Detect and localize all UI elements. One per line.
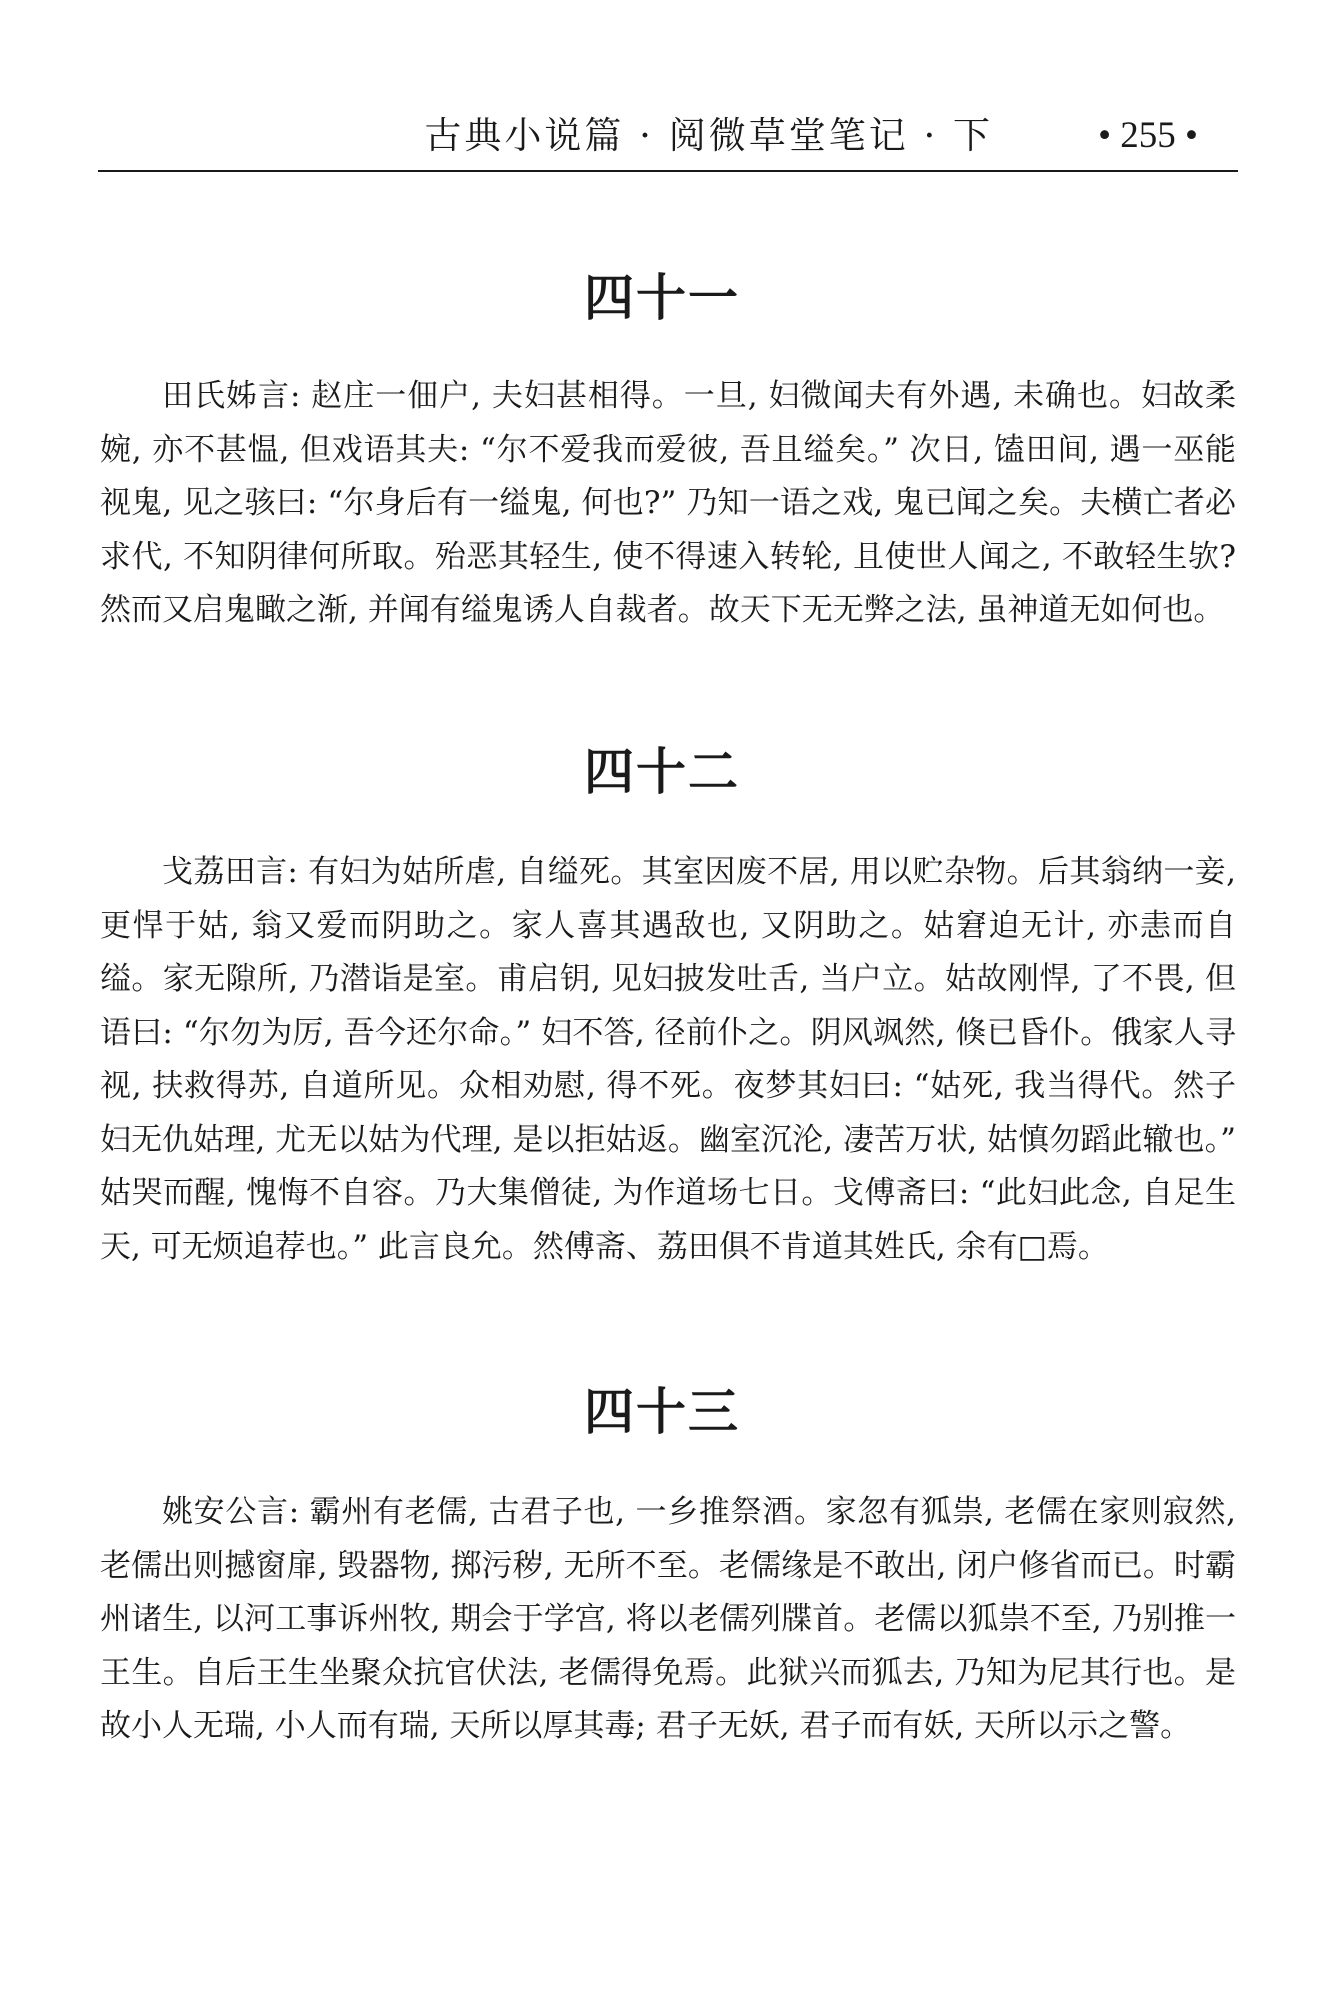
- section-heading-43: 四十三: [584, 1383, 740, 1441]
- section-paragraph-42: 戈荔田言: 有妇为姑所虐, 自缢死。其室因废不居, 用以贮杂物。后其翁纳一妾, 更悍于姑, 翁又爱而阴助之。家人喜其遇敌也, 又阴助之。姑窘迫无计, 亦恚而自缢。家无隙所, 乃潜诣是室。甫启钥, 见妇披发吐舌, 当户立。姑故刚悍, 了不畏, 但语曰: “尔勿为厉, 吾今还尔命。” 妇不答, 径前仆之。阴风飒然, 倏已昏仆。俄家人寻视, 扶救得苏, 自道所见。众相劝慰, 得不死。夜梦其妇曰: “姑死, 我当得代。然子妇无仇姑理, 尤无以姑为代理, 是以拒姑返。幽室沉沦, 凄苦万状, 姑慎勿蹈此辙也。” 姑哭而醒, 愧悔不自容。乃大集僧徒, 为作道场七日。戈傅斋曰: “此妇此念, 自足生天, 可无烦追荐也。” 此言良允。然傅斋、荔田俱不肯道其姓氏, 余有□焉。: [100, 854, 1236, 1265]
- section-paragraph-43: 姚安公言: 霸州有老儒, 古君子也, 一乡推祭酒。家忽有狐祟, 老儒在家则寂然, 老儒出则撼窗扉, 毁器物, 掷污秽, 无所不至。老儒缘是不敢出, 闭户修省而已。时霸州诸生, 以河工事诉州牧, 期会于学宫, 将以老儒列牒首。老儒以狐祟不至, 乃别推一王生。自后王生坐聚众抗官伏法, 老儒得免焉。此狱兴而狐去, 乃知为尼其行也。是故小人无瑞, 小人而有瑞, 天所以厚其毒; 君子无妖, 君子而有妖, 天所以示之警。: [100, 1494, 1236, 1744]
- section-paragraph-41: 田氏姊言: 赵庄一佃户, 夫妇甚相得。一旦, 妇微闻夫有外遇, 未确也。妇故柔婉, 亦不甚愠, 但戏语其夫: “尔不爱我而爱彼, 吾且缢矣。” 次日, 馌田间, 遇一巫能视鬼, 见之骇曰: “尔身后有一缢鬼, 何也?” 乃知一语之戏, 鬼已闻之矣。夫横亡者必求代, 不知阴律何所取。殆恶其轻生, 使不得速入转轮, 且使世人闻之, 不敢轻生欤? 然而又启鬼瞰之渐, 并闻有缢鬼诱人自裁者。故天下无无弊之法, 虽神道无如何也。: [100, 378, 1236, 628]
- header-title: 古典小说篇 · 阅微草堂笔记 · 下: [424, 114, 993, 157]
- section-heading-42: 四十二: [584, 743, 740, 801]
- page-number: • 255 •: [1098, 115, 1198, 156]
- header-rule: [98, 170, 1238, 172]
- running-header: [98, 112, 1238, 172]
- section-heading-41: 四十一: [584, 269, 740, 327]
